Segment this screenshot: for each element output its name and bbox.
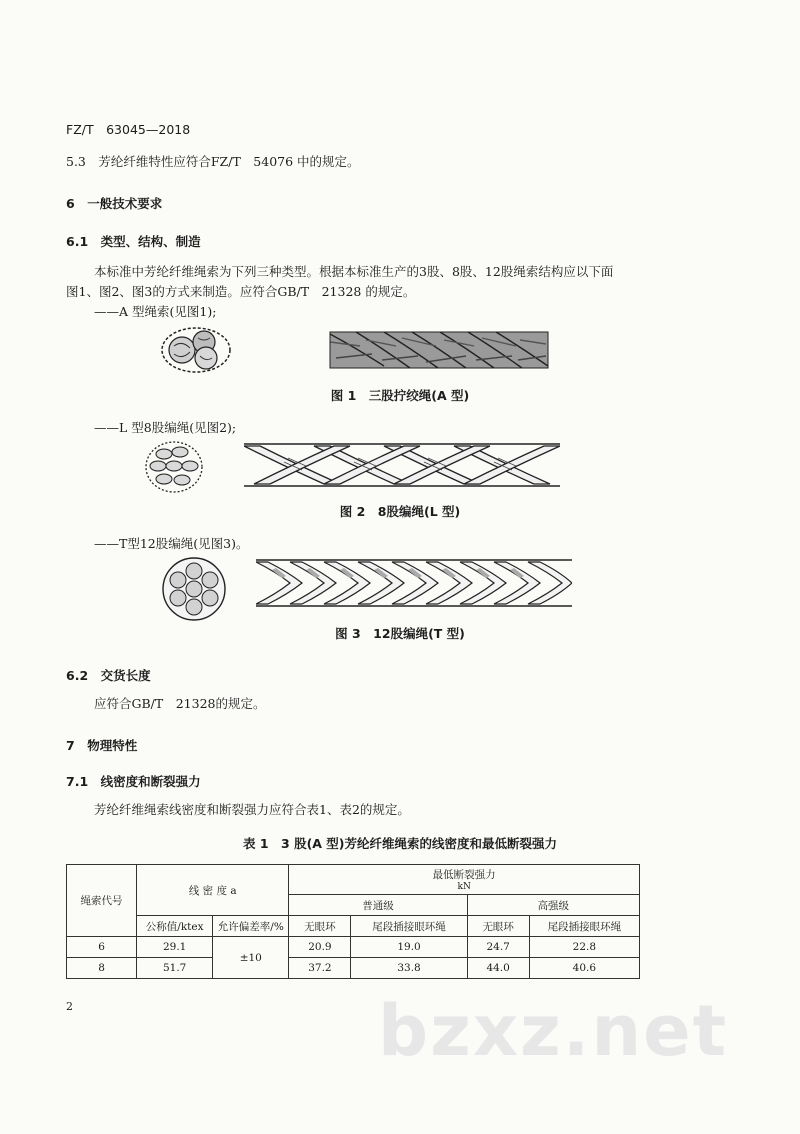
cell-normal-eye: 19.0: [351, 937, 467, 958]
header-normal-eye: 尾段插接眼环绳: [351, 916, 467, 937]
header-high-no-eye: 无眼环: [467, 916, 529, 937]
header-high-grade: 高强级: [467, 895, 639, 916]
cell-normal-no-eye: 20.9: [289, 937, 351, 958]
cell-high-eye: 22.8: [529, 937, 639, 958]
item-a-type: ——A 型绳索(见图1);: [94, 304, 217, 319]
section-6-1-para-line1: 本标准中芳纶纤维绳索为下列三种类型。根据本标准生产的3股、8股、12股绳索结构应以下面: [94, 264, 614, 279]
cell-tolerance: ±10: [213, 937, 289, 979]
cell-code: 8: [67, 958, 137, 979]
header-tolerance: 允许偏差率/%: [213, 916, 289, 937]
clause-5-3: 5.3 芳纶纤维特性应符合FZ/T 54076 中的规定。: [66, 154, 360, 169]
figure-2-cross-section: [144, 440, 204, 494]
header-normal-no-eye: 无眼环: [289, 916, 351, 937]
header-high-eye: 尾段插接眼环绳: [529, 916, 639, 937]
section-7-title: 7 物理特性: [66, 738, 138, 753]
section-7-1-title: 7.1 线密度和断裂强力: [66, 774, 201, 789]
watermark: bzxz.net: [378, 990, 729, 1072]
header-code: 绳索代号: [67, 865, 137, 937]
figure-3-rope-side: [256, 556, 572, 610]
cell-high-no-eye: 24.7: [467, 937, 529, 958]
cell-nominal: 29.1: [137, 937, 213, 958]
cell-normal-no-eye: 37.2: [289, 958, 351, 979]
table-1: [66, 864, 640, 979]
cell-high-eye: 40.6: [529, 958, 639, 979]
cell-high-no-eye: 44.0: [467, 958, 529, 979]
header-strength-title: 最低断裂强力: [432, 869, 496, 881]
section-7-1-text: 芳纶纤维绳索线密度和断裂强力应符合表1、表2的规定。: [94, 802, 410, 817]
standard-code: FZ/T 63045—2018: [66, 122, 191, 137]
header-strength-unit: kN: [457, 882, 471, 892]
cell-nominal: 51.7: [137, 958, 213, 979]
item-l-type: ——L 型8股编绳(见图2);: [94, 420, 237, 435]
section-6-2-title: 6.2 交货长度: [66, 668, 151, 683]
table-1-caption: 表 1 3 股(A 型)芳纶纤维绳索的线密度和最低断裂强力: [242, 836, 558, 851]
section-6-2-text: 应符合GB/T 21328的规定。: [94, 696, 266, 711]
cell-normal-eye: 33.8: [351, 958, 467, 979]
header-density: 线 密 度 a: [137, 865, 289, 916]
figure-3-cross-section: [158, 556, 230, 622]
section-6-1-title: 6.1 类型、结构、制造: [66, 234, 201, 249]
header-normal-grade: 普通级: [289, 895, 467, 916]
figure-3-caption: 图 3 12股编绳(T 型): [335, 626, 465, 641]
table-row: [67, 937, 640, 958]
header-nominal: 公称值/ktex: [137, 916, 213, 937]
figure-2-caption: 图 2 8股编绳(L 型): [339, 504, 461, 519]
table-row: [67, 958, 640, 979]
section-6-title: 6 一般技术要求: [66, 196, 163, 211]
figure-1-cross-section: [160, 326, 232, 374]
figure-1-caption: 图 1 三股拧绞绳(A 型): [330, 388, 470, 403]
item-t-type: ——T型12股编绳(见图3)。: [94, 536, 249, 551]
cell-code: 6: [67, 937, 137, 958]
section-6-1-para-line2: 图1、图2、图3的方式来制造。应符合GB/T 21328 的规定。: [66, 284, 416, 299]
figure-1-rope-side: [326, 318, 552, 382]
page-number: 2: [66, 1000, 73, 1013]
figure-2-rope-side: [244, 440, 560, 490]
header-strength: [289, 865, 640, 895]
